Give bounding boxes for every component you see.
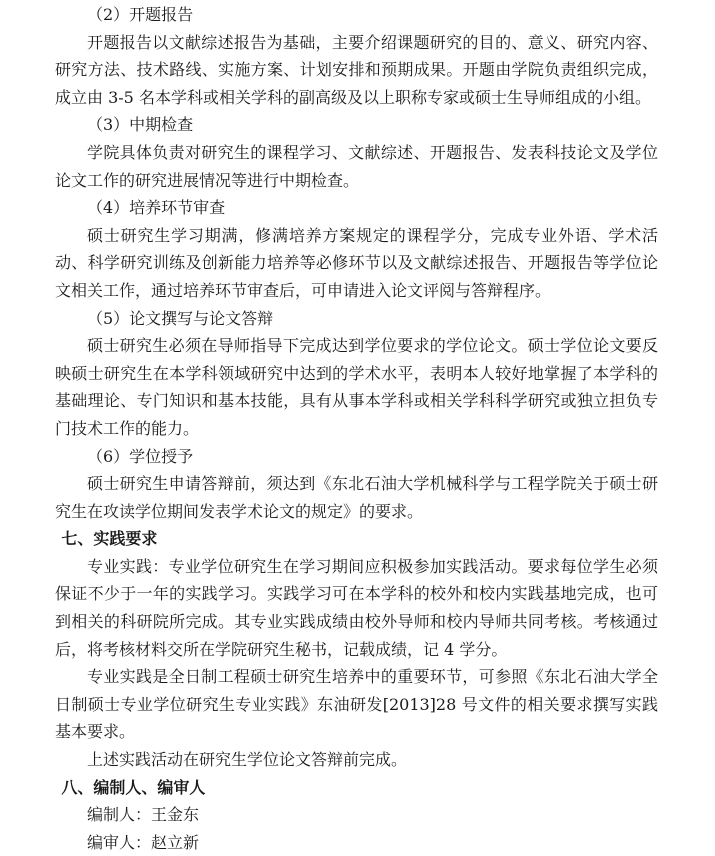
paragraph-training-step-review: 硕士研究生学习期满，修满培养方案规定的课程学分，完成专业外语、学术活动、科学研究训练及创新能力培养等必修环节以及文献综述报告、开题报告等学位论文相关工作，通过培养环节审查后，可申请进入论文评阅与答辩程序。	[55, 225, 658, 300]
signature-compiler: 编制人：王金东	[87, 805, 200, 825]
item-heading-opening-report: （2）开题报告	[87, 5, 194, 24]
paragraph-practice-completion-deadline: 上述实践活动在研究生学位论文答辩前完成。	[87, 750, 408, 770]
paragraph-professional-practice-reference: 专业实践是全日制工程硕士研究生培养中的重要环节，可参照《东北石油大学全日制硕士专业学位研究生专业实践》东油研发[2013]28 号文件的相关要求撰写实践基本要求。	[55, 667, 658, 742]
paragraph-opening-report: 开题报告以文献综述报告为基础，主要介绍课题研究的目的、意义、研究内容、研究方法、技术路线、实施方案、计划安排和预期成果。开题由学院负责组织完成，成立由 3-5 名本学科或相关学科的副高级及以上职称专家或硕士生导师组成的小组。	[55, 32, 658, 107]
item-heading-thesis-writing-defense: （5）论文撰写与论文答辩	[87, 308, 274, 328]
paragraph-thesis-writing-defense: 硕士研究生必须在导师指导下完成达到学位要求的学位论文。硕士学位论文要反映硕士研究生在本学科领域研究中达到的学术水平，表明本人较好地掌握了本学科的基础理论、专门知识和基本技能，具有从事本学科或相关学科科学研究或独立担负专门技术工作的能力。	[55, 336, 658, 438]
item-heading-midterm-check: （3）中期检查	[87, 115, 194, 135]
paragraph-midterm-check: 学院具体负责对研究生的课程学习、文献综述、开题报告、发表科技论文及学位论文工作的研究进展情况等进行中期检查。	[55, 142, 658, 190]
item-heading-degree-award: （6）学位授予	[87, 446, 194, 466]
paragraph-professional-practice-overview: 专业实践：专业学位研究生在学习期间应积极参加实践活动。要求每位学生必须保证不少于一年的实践学习。实践学习可在本学科的校外和校内实践基地完成，也可到相关的科研院所完成。其专业实践成绩由校外导师和校内导师共同考核。考核通过后，将考核材料交所在学院研究生秘书，记载成绩，记 4 学分。	[55, 556, 658, 659]
signature-reviewer: 编审人：赵立新	[87, 832, 200, 852]
item-heading-training-step-review: （4）培养环节审查	[87, 198, 226, 218]
section-heading-practice-requirements: 七、实践要求	[61, 529, 158, 549]
paragraph-degree-award: 硕士研究生申请答辩前，须达到《东北石油大学机械科学与工程学院关于硕士研究生在攻读学位期间发表学术论文的规定》的要求。	[55, 474, 658, 521]
section-heading-compiler-reviewer: 八、编制人、编审人	[61, 777, 206, 797]
